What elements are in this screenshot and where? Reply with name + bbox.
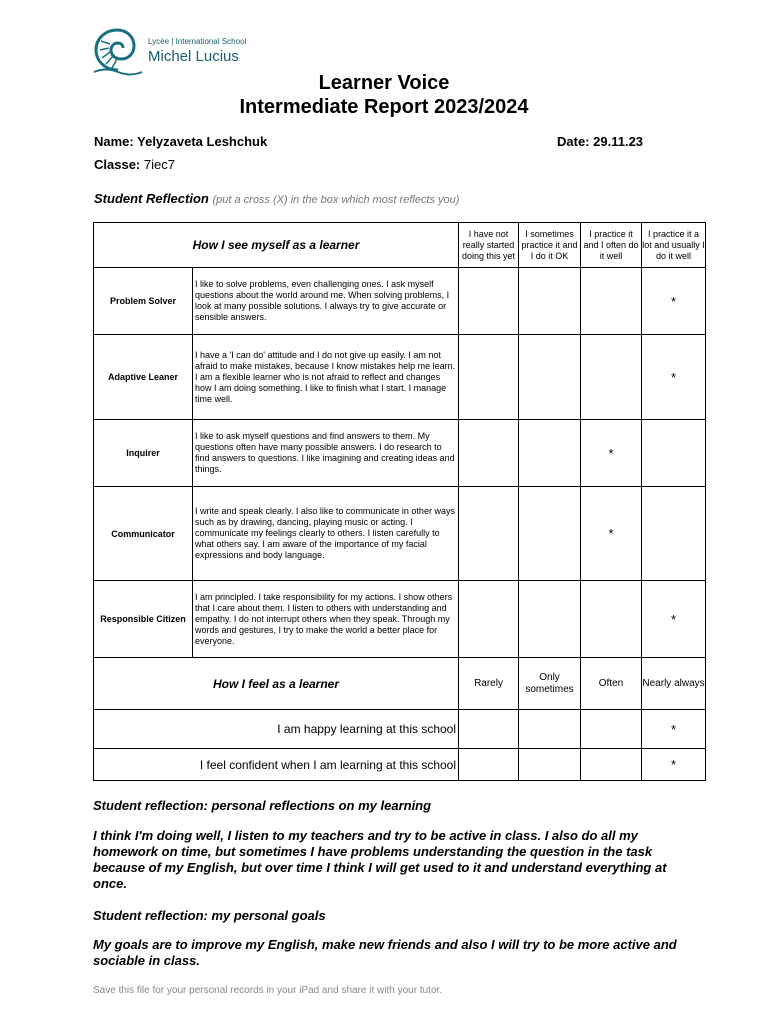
- feeling-statement: I am happy learning at this school: [94, 710, 459, 749]
- column-header: Often: [581, 658, 642, 710]
- trait-description: I like to ask myself questions and find answers to them. My questions often have many possible answers. I do research to find answers to questions. I like imagining and creating ideas and things.: [193, 420, 459, 487]
- mark-cell[interactable]: [642, 420, 706, 487]
- student-reflection-heading: [94, 191, 459, 206]
- mark-cell[interactable]: [459, 710, 519, 749]
- mark-cell[interactable]: [581, 581, 642, 658]
- table-row: [94, 420, 706, 487]
- footer-note: Save this file for your personal records in your iPad and share it with your tutor.: [93, 985, 443, 996]
- classe-label: Classe:: [94, 157, 141, 172]
- trait-description: I like to solve problems, even challenging ones. I ask myself questions about the world around me. When solving problems, I look at many possible solutions. I always try to give accurate or sensible answers.: [193, 268, 459, 335]
- mark-cell[interactable]: *: [642, 335, 706, 420]
- trait-description: I am principled. I take responsibility for my actions. I show others that I care about them. I listen to others with understanding and empathy. I do not interrupt others when they speak. Through my words and gestures, I try to make the world a better place for everyone.: [193, 581, 459, 658]
- mark-cell[interactable]: *: [642, 710, 706, 749]
- page-title: Learner Voice: [318, 72, 450, 94]
- mark-cell[interactable]: *: [642, 268, 706, 335]
- mark-cell[interactable]: [459, 420, 519, 487]
- mark-cell[interactable]: *: [642, 581, 706, 658]
- column-header: I practice it and I often do it well: [581, 223, 642, 268]
- mark-cell[interactable]: [642, 487, 706, 581]
- table-row: [94, 581, 706, 658]
- reflection-instruction: (put a cross (X) in the box which most reflects you): [212, 194, 460, 206]
- mark-cell[interactable]: [519, 335, 581, 420]
- mark-cell[interactable]: *: [581, 487, 642, 581]
- personal-goals-heading: Student reflection: my personal goals: [93, 908, 326, 923]
- personal-reflection-heading: Student reflection: personal reflections on my learning: [93, 798, 432, 813]
- mark-cell[interactable]: [459, 268, 519, 335]
- mark-cell[interactable]: [581, 749, 642, 781]
- mark-cell[interactable]: [459, 487, 519, 581]
- mark-cell[interactable]: [519, 710, 581, 749]
- mark-cell[interactable]: [581, 268, 642, 335]
- table2-header: How I feel as a learner: [94, 658, 459, 710]
- page-subtitle: Intermediate Report 2023/2024: [239, 96, 529, 118]
- school-logo: [92, 26, 292, 76]
- nautilus-shell-icon: [92, 26, 144, 76]
- date-field: [557, 134, 643, 149]
- table2-header-row: [94, 658, 706, 710]
- mark-cell[interactable]: [519, 420, 581, 487]
- date-label: Date:: [557, 134, 590, 149]
- school-type: Lycée | International School: [148, 37, 247, 46]
- mark-cell[interactable]: *: [581, 420, 642, 487]
- trait-label: Inquirer: [94, 420, 193, 487]
- report-date: 29.11.23: [593, 134, 644, 149]
- reflection-table: [93, 222, 706, 781]
- table-row: [94, 268, 706, 335]
- column-header: Nearly always: [642, 658, 706, 710]
- table-row: [94, 749, 706, 781]
- classe-value: 7iec7: [143, 157, 175, 172]
- mark-cell[interactable]: [519, 487, 581, 581]
- column-header: I have not really started doing this yet: [459, 223, 519, 268]
- table-row: [94, 710, 706, 749]
- column-header: Rarely: [459, 658, 519, 710]
- feeling-statement: I feel confident when I am learning at this school: [94, 749, 459, 781]
- trait-description: I have a 'I can do' attitude and I do not give up easily. I am not afraid to make mistakes, because I know mistakes help me learn. I am a flexible learner who is not afraid to reflect and changes how I am doing something. I like to finish what I start. I manage time well.: [193, 335, 459, 420]
- mark-cell[interactable]: *: [642, 749, 706, 781]
- mark-cell[interactable]: [581, 710, 642, 749]
- classe-field: [94, 157, 175, 172]
- personal-goals-text: My goals are to improve my English, make new friends and also I will try to be more active and sociable in class.: [93, 937, 677, 968]
- column-header: Only sometimes: [519, 658, 581, 710]
- school-name: Michel Lucius: [148, 48, 239, 65]
- trait-label: Communicator: [94, 487, 193, 581]
- personal-reflection-text: I think I'm doing well, I listen to my teachers and try to be active in class. I also do all my homework on time, but sometimes I have problems understanding the question in the task because of my English, but over time I think I will get used to it and understand everything at once.: [93, 828, 667, 891]
- trait-label: Adaptive Leaner: [94, 335, 193, 420]
- student-name-field: [94, 134, 267, 149]
- trait-description: I write and speak clearly. I also like to communicate in other ways such as by drawing, dancing, playing music or acting. I communicate my feelings clearly to others. I listen carefully to what others say. I am aware of the importance of my facial expressions and body language.: [193, 487, 459, 581]
- mark-cell[interactable]: [459, 581, 519, 658]
- table1-header: How I see myself as a learner: [94, 223, 459, 268]
- trait-label: Problem Solver: [94, 268, 193, 335]
- reflection-title: Student Reflection: [94, 191, 209, 206]
- mark-cell[interactable]: [581, 335, 642, 420]
- mark-cell[interactable]: [519, 268, 581, 335]
- student-name: Yelyzaveta Leshchuk: [137, 134, 268, 149]
- mark-cell[interactable]: [459, 335, 519, 420]
- mark-cell[interactable]: [459, 749, 519, 781]
- mark-cell[interactable]: [519, 749, 581, 781]
- trait-label: Responsible Citizen: [94, 581, 193, 658]
- column-header: I sometimes practice it and I do it OK: [519, 223, 581, 268]
- table-row: [94, 487, 706, 581]
- table-row: [94, 335, 706, 420]
- name-label: Name:: [94, 134, 134, 149]
- column-header: I practice it a lot and usually I do it well: [642, 223, 706, 268]
- table1-header-row: [94, 223, 706, 268]
- mark-cell[interactable]: [519, 581, 581, 658]
